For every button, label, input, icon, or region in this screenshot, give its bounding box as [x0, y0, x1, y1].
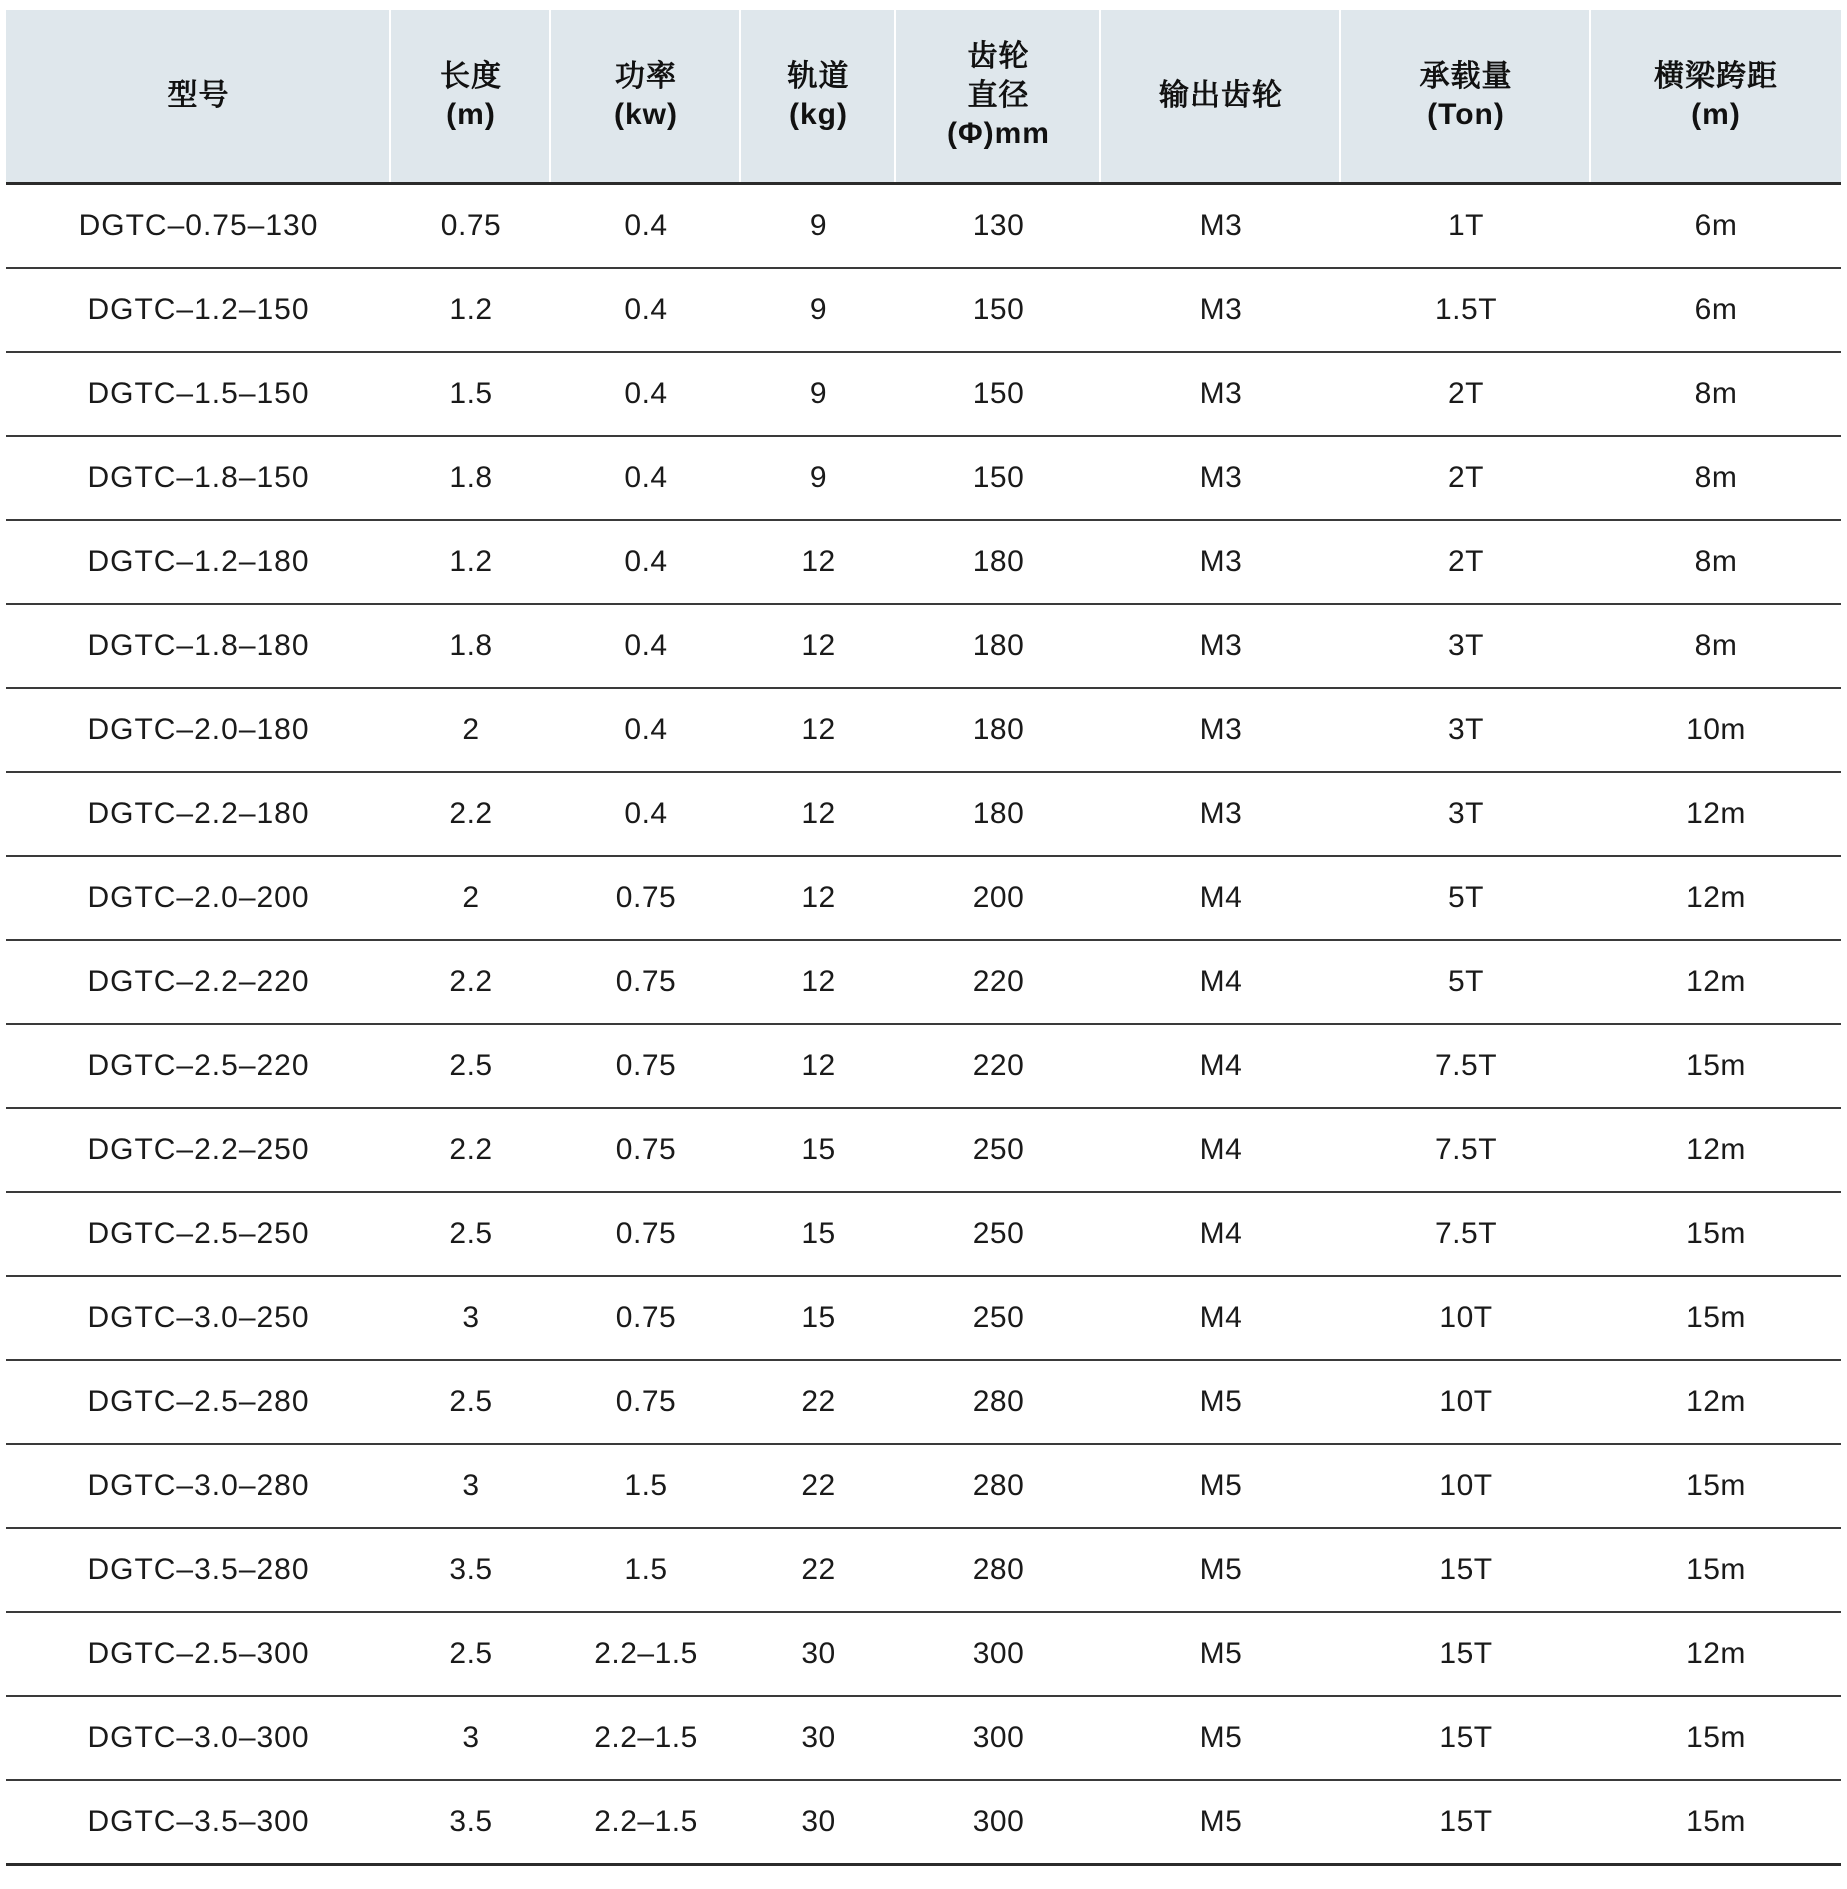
cell-value: 130: [896, 184, 1101, 269]
column-header-line: (kg): [789, 98, 848, 131]
cell-value: 0.75: [551, 856, 741, 940]
cell-value: 12: [741, 772, 896, 856]
cell-value: 2: [391, 856, 551, 940]
cell-model: DGTC–1.2–180: [6, 520, 391, 604]
cell-value: 0.4: [551, 436, 741, 520]
cell-value: 150: [896, 268, 1101, 352]
cell-value: 280: [896, 1528, 1101, 1612]
column-header-line: (Ton): [1427, 98, 1505, 131]
cell-value: M5: [1101, 1444, 1341, 1528]
cell-value: 3: [391, 1276, 551, 1360]
cell-value: 12: [741, 604, 896, 688]
cell-value: 15T: [1341, 1696, 1591, 1780]
cell-value: 9: [741, 184, 896, 269]
cell-value: 2.5: [391, 1360, 551, 1444]
cell-model: DGTC–1.5–150: [6, 352, 391, 436]
table-header: [6, 10, 1841, 184]
table-row: [6, 1276, 1841, 1360]
cell-value: 220: [896, 1024, 1101, 1108]
cell-value: 150: [896, 352, 1101, 436]
cell-model: DGTC–3.0–250: [6, 1276, 391, 1360]
cell-value: 12: [741, 520, 896, 604]
cell-value: 300: [896, 1696, 1101, 1780]
column-header-6: [1341, 10, 1591, 184]
cell-value: 12m: [1591, 772, 1841, 856]
cell-value: 8m: [1591, 604, 1841, 688]
table-row: [6, 1528, 1841, 1612]
cell-value: 7.5T: [1341, 1024, 1591, 1108]
cell-value: M3: [1101, 352, 1341, 436]
cell-value: 22: [741, 1444, 896, 1528]
cell-value: M3: [1101, 604, 1341, 688]
cell-value: M5: [1101, 1780, 1341, 1865]
column-header-2: [551, 10, 741, 184]
cell-value: 1T: [1341, 184, 1591, 269]
table-row: [6, 604, 1841, 688]
cell-value: 3T: [1341, 772, 1591, 856]
cell-model: DGTC–2.5–280: [6, 1360, 391, 1444]
cell-value: 8m: [1591, 436, 1841, 520]
cell-value: 15m: [1591, 1780, 1841, 1865]
cell-value: 22: [741, 1360, 896, 1444]
cell-value: 0.4: [551, 772, 741, 856]
cell-model: DGTC–3.5–300: [6, 1780, 391, 1865]
column-header-line: 横梁跨距: [1654, 59, 1778, 93]
cell-value: 0.4: [551, 520, 741, 604]
cell-value: 9: [741, 436, 896, 520]
cell-model: DGTC–1.2–150: [6, 268, 391, 352]
table-row: [6, 436, 1841, 520]
cell-value: 15m: [1591, 1696, 1841, 1780]
column-header-4: [896, 10, 1101, 184]
table-row: [6, 772, 1841, 856]
table-row: [6, 1444, 1841, 1528]
table-row: [6, 1024, 1841, 1108]
cell-value: 2T: [1341, 436, 1591, 520]
cell-value: 7.5T: [1341, 1108, 1591, 1192]
column-header-line: 型号: [167, 78, 230, 112]
cell-value: 2.5: [391, 1024, 551, 1108]
cell-value: 3T: [1341, 688, 1591, 772]
cell-value: 3: [391, 1696, 551, 1780]
cell-value: 1.8: [391, 436, 551, 520]
cell-value: 0.75: [551, 1360, 741, 1444]
cell-value: M4: [1101, 1108, 1341, 1192]
cell-value: 2.2–1.5: [551, 1780, 741, 1865]
column-header-line: 承载量: [1419, 59, 1513, 93]
cell-model: DGTC–0.75–130: [6, 184, 391, 269]
cell-value: 2.2: [391, 772, 551, 856]
cell-model: DGTC–2.5–300: [6, 1612, 391, 1696]
cell-value: 1.2: [391, 268, 551, 352]
cell-value: 0.75: [551, 1276, 741, 1360]
cell-value: 280: [896, 1444, 1101, 1528]
cell-value: 8m: [1591, 520, 1841, 604]
cell-value: 5T: [1341, 940, 1591, 1024]
cell-value: 12m: [1591, 1108, 1841, 1192]
table-row: [6, 1360, 1841, 1444]
cell-value: 3: [391, 1444, 551, 1528]
cell-value: 10T: [1341, 1360, 1591, 1444]
cell-value: 300: [896, 1612, 1101, 1696]
cell-value: 2: [391, 688, 551, 772]
cell-value: 0.75: [391, 184, 551, 269]
cell-value: M3: [1101, 436, 1341, 520]
cell-value: 15: [741, 1108, 896, 1192]
cell-value: 15: [741, 1276, 896, 1360]
cell-value: 12m: [1591, 940, 1841, 1024]
cell-value: 5T: [1341, 856, 1591, 940]
column-header-3: [741, 10, 896, 184]
column-header-line: (kw): [614, 98, 678, 131]
cell-value: 2T: [1341, 520, 1591, 604]
table-row: [6, 352, 1841, 436]
cell-value: M5: [1101, 1360, 1341, 1444]
cell-value: M4: [1101, 1192, 1341, 1276]
cell-value: 1.5: [551, 1528, 741, 1612]
cell-value: 3T: [1341, 604, 1591, 688]
cell-value: 0.75: [551, 940, 741, 1024]
header-row: [6, 10, 1841, 184]
column-header-line: 齿轮: [967, 40, 1030, 74]
cell-value: 15m: [1591, 1024, 1841, 1108]
cell-value: M3: [1101, 688, 1341, 772]
specification-table: [6, 10, 1841, 1866]
cell-value: M5: [1101, 1612, 1341, 1696]
cell-model: DGTC–2.5–220: [6, 1024, 391, 1108]
cell-value: 0.75: [551, 1108, 741, 1192]
column-header-line: (Φ)mm: [947, 117, 1050, 151]
cell-model: DGTC–2.0–200: [6, 856, 391, 940]
table-row: [6, 1696, 1841, 1780]
cell-value: 300: [896, 1780, 1101, 1865]
cell-model: DGTC–1.8–180: [6, 604, 391, 688]
cell-value: M5: [1101, 1696, 1341, 1780]
column-header-5: [1101, 10, 1341, 184]
cell-value: 0.75: [551, 1192, 741, 1276]
cell-value: 3.5: [391, 1780, 551, 1865]
cell-value: 220: [896, 940, 1101, 1024]
column-header-7: [1591, 10, 1841, 184]
cell-value: 2.2: [391, 1108, 551, 1192]
table-row: [6, 688, 1841, 772]
cell-value: M4: [1101, 1024, 1341, 1108]
cell-value: M3: [1101, 184, 1341, 269]
cell-value: 0.75: [551, 1024, 741, 1108]
cell-value: 1.5: [391, 352, 551, 436]
cell-value: 12: [741, 940, 896, 1024]
column-header-1: [391, 10, 551, 184]
cell-value: M3: [1101, 520, 1341, 604]
cell-value: 180: [896, 772, 1101, 856]
cell-value: 15T: [1341, 1780, 1591, 1865]
cell-value: 22: [741, 1528, 896, 1612]
cell-value: 12: [741, 1024, 896, 1108]
cell-value: 15: [741, 1192, 896, 1276]
cell-model: DGTC–2.2–220: [6, 940, 391, 1024]
column-header-line: (m): [1691, 98, 1741, 131]
cell-value: 1.5T: [1341, 268, 1591, 352]
cell-value: M5: [1101, 1528, 1341, 1612]
cell-value: 2.2–1.5: [551, 1612, 741, 1696]
cell-value: 10T: [1341, 1276, 1591, 1360]
cell-value: 0.4: [551, 268, 741, 352]
table-row: [6, 184, 1841, 269]
cell-value: 12: [741, 688, 896, 772]
cell-value: 2.5: [391, 1612, 551, 1696]
cell-value: 0.4: [551, 604, 741, 688]
cell-value: 15m: [1591, 1192, 1841, 1276]
cell-model: DGTC–2.5–250: [6, 1192, 391, 1276]
cell-value: 15m: [1591, 1528, 1841, 1612]
table-row: [6, 1192, 1841, 1276]
cell-value: 180: [896, 520, 1101, 604]
cell-value: 150: [896, 436, 1101, 520]
column-header-line: 轨道: [787, 59, 850, 93]
cell-value: 9: [741, 268, 896, 352]
table-row: [6, 940, 1841, 1024]
cell-value: 1.8: [391, 604, 551, 688]
cell-value: 1.2: [391, 520, 551, 604]
column-header-line: (m): [446, 98, 496, 131]
table-row: [6, 520, 1841, 604]
cell-value: 15T: [1341, 1612, 1591, 1696]
cell-value: 15T: [1341, 1528, 1591, 1612]
column-header-line: 长度: [440, 59, 502, 93]
cell-value: 2.5: [391, 1192, 551, 1276]
cell-model: DGTC–2.2–250: [6, 1108, 391, 1192]
cell-value: M4: [1101, 940, 1341, 1024]
column-header-line: 功率: [615, 59, 677, 93]
cell-value: 180: [896, 688, 1101, 772]
cell-value: M3: [1101, 268, 1341, 352]
cell-value: 280: [896, 1360, 1101, 1444]
cell-model: DGTC–2.0–180: [6, 688, 391, 772]
table-row: [6, 268, 1841, 352]
cell-model: DGTC–3.0–300: [6, 1696, 391, 1780]
cell-value: 250: [896, 1276, 1101, 1360]
cell-value: 200: [896, 856, 1101, 940]
cell-value: M4: [1101, 856, 1341, 940]
cell-model: DGTC–2.2–180: [6, 772, 391, 856]
cell-value: 250: [896, 1192, 1101, 1276]
cell-value: 2.2–1.5: [551, 1696, 741, 1780]
cell-value: 0.4: [551, 184, 741, 269]
cell-value: 30: [741, 1696, 896, 1780]
cell-value: 180: [896, 604, 1101, 688]
table-row: [6, 1780, 1841, 1865]
cell-value: 7.5T: [1341, 1192, 1591, 1276]
cell-model: DGTC–3.0–280: [6, 1444, 391, 1528]
cell-value: 8m: [1591, 352, 1841, 436]
column-header-0: [6, 10, 391, 184]
table-row: [6, 1612, 1841, 1696]
cell-value: 12m: [1591, 856, 1841, 940]
table-row: [6, 856, 1841, 940]
cell-value: 0.4: [551, 688, 741, 772]
cell-value: 12m: [1591, 1360, 1841, 1444]
cell-value: 1.5: [551, 1444, 741, 1528]
cell-value: 250: [896, 1108, 1101, 1192]
cell-value: 10T: [1341, 1444, 1591, 1528]
cell-value: 2.2: [391, 940, 551, 1024]
cell-value: M4: [1101, 1276, 1341, 1360]
cell-value: 12: [741, 856, 896, 940]
cell-value: 3.5: [391, 1528, 551, 1612]
cell-value: 6m: [1591, 184, 1841, 269]
cell-value: M3: [1101, 772, 1341, 856]
cell-value: 15m: [1591, 1444, 1841, 1528]
cell-value: 10m: [1591, 688, 1841, 772]
cell-value: 0.4: [551, 352, 741, 436]
cell-value: 6m: [1591, 268, 1841, 352]
column-header-line: 输出齿轮: [1159, 78, 1283, 112]
column-header-line: 直径: [967, 78, 1030, 112]
cell-value: 15m: [1591, 1276, 1841, 1360]
cell-value: 30: [741, 1780, 896, 1865]
cell-value: 12m: [1591, 1612, 1841, 1696]
cell-value: 9: [741, 352, 896, 436]
cell-model: DGTC–1.8–150: [6, 436, 391, 520]
cell-value: 30: [741, 1612, 896, 1696]
cell-model: DGTC–3.5–280: [6, 1528, 391, 1612]
table-body: [6, 184, 1841, 1865]
cell-value: 2T: [1341, 352, 1591, 436]
table-row: [6, 1108, 1841, 1192]
